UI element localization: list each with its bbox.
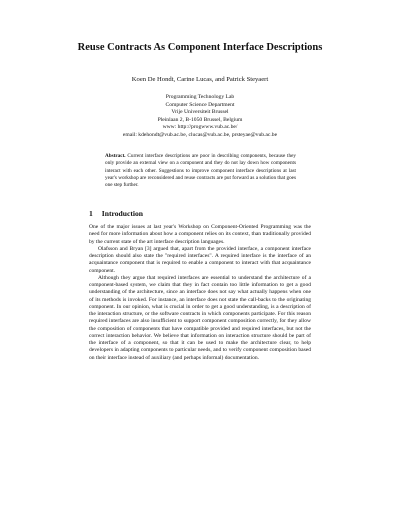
affiliation-line: Vrije Universiteit Brussel xyxy=(171,109,229,115)
section-number: 1 xyxy=(89,209,93,218)
abstract xyxy=(105,153,296,189)
section-body xyxy=(89,224,311,362)
body-paragraph: Olafsson and Bryan [3] argued that, apart from the provided interface, a component interface description should also state the "required interfaces". A required interface is the interface of an acquaintance component that is required to enable a component to interact with that acquaintance component. xyxy=(89,245,311,274)
affiliation-block xyxy=(60,94,340,139)
email-line: email: kdehondt@vub.ac.be, clucas@vub.ac.be, prsteyae@vub.ac.be xyxy=(122,131,278,138)
paper-title: Reuse Contracts As Component Interface Descriptions xyxy=(77,42,323,53)
author-list: Koen De Hondt, Carine Lucas, and Patrick Steyaert xyxy=(131,76,269,83)
body-paragraph: One of the major issues at last year's Workshop on Component-Oriented Programming was the need for more information about how a component relies on its context, than traditionally provided by the current state of the art interface description languages. xyxy=(89,224,311,245)
section-heading xyxy=(89,209,143,218)
abstract-text: Current interface descriptions are poor in describing components, because they only provide an external view on a component and they do not lay down how components interact with each other. Suggestions to improve component interface descriptions at last year's workshop are reconsidered and reuse contracts are put forward as a solution that goes one step further. xyxy=(105,153,296,189)
body-paragraph: Although they argue that required interfaces are essential to understand the architecture of a component-based system, we claim that they in fact contain too little information to get a good understanding of the architecture, since an interface does not say what actually happens when one of its methods is invoked. For instance, an interface does not state the call-backs to the originating component. In our opinion, what is crucial in order to get a good understanding, is a description of the interaction structure, or the software contracts in which components participate. For this reason required interfaces are also insufficient to support component composition correctly, for they allow the composition of components that have compatible provided and required interfaces, but not the correct interaction behavior. We believe that information on interaction structure should be part of the interface of a component, so that it can be used to make the architecture clear, to help developers in adapting components to particular needs, and to verify component composition based on their interface instead of auxiliary (and perhaps informal) documentation. xyxy=(89,274,311,361)
abstract-label: Abstract. xyxy=(105,153,126,159)
website-line: www: http://progwww.vub.ac.be/ xyxy=(162,124,238,130)
affiliation-line: Programming Technology Lab xyxy=(165,94,235,100)
section-title: Introduction xyxy=(101,209,144,218)
affiliation-line: Pleinlaan 2, B-1050 Brussel, Belgium xyxy=(157,116,243,123)
affiliation-line: Computer Science Department xyxy=(165,101,235,108)
